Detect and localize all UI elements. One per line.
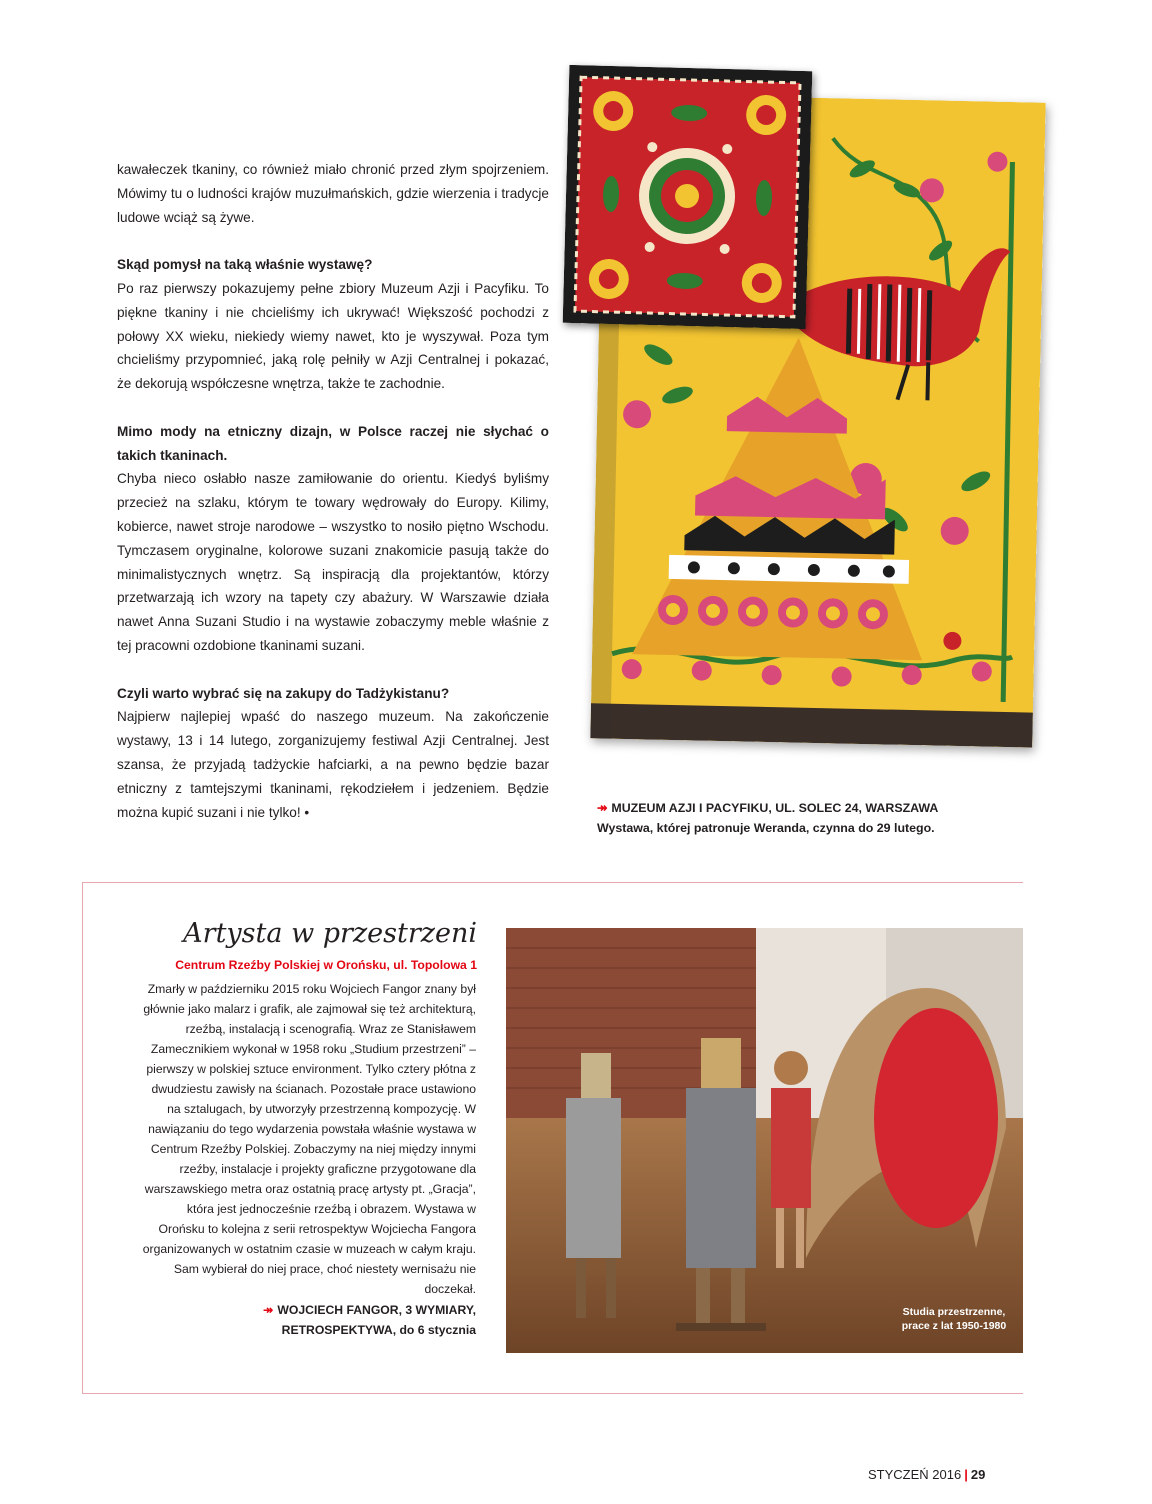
question-1: Skąd pomysł na taką właśnie wystawę? (117, 257, 373, 273)
answer-1: Po raz pierwszy pokazujemy pełne zbiory Muzeum Azji i Pacyfiku. To piękne tkaniny i nie chcieliśmy ich ukrywać! Większość pochodzi z połowy XX wieku, niekiedy wiemy nawet, kto je wyszywał. Poza tym chcieliśmy przypomnieć, jaką rolę pełniły w Azji Centralnej i pokazać, że dekorują współczesne wnętrza, także te zachodnie. (117, 280, 549, 392)
box-body-text: Zmarły w październiku 2015 roku Wojciech Fangor znany był głównie jako malarz i grafik, ale zajmował się też architekturą, rzeźbą, instalacją i scenografią. Wraz ze Stanisławem Zamecznikiem wykonał w 1958 roku „Studium przestrzeni” – pierwszy w polskiej sztuce environment. Tylko cztery płótna z dwudziestu zawisły na ścianach. Pozostałe prace ustawiono na sztalugach, by utworzyły przestrzenną kompozycję. W nawiązaniu do tego wydarzenia powstała właśnie wystawa w Centrum Rzeźby Polskiej. Zobaczymy na niej między innymi rzeźby, instalacje i projekty graficzne przygotowane dla warszawskiego metra oraz ostatnią pracę artysty pt. „Gracja”, która jest jednocześnie rzeźbą i obrazem. Wystawa w Orońsku to kolejna z serii retrospektyw Wojciecha Fangora organizowanych w ostatnim czasie w muzeach w całym kraju. Sam wybierał do niej prace, choć niestety wernisażu nie doczekał. (142, 982, 476, 1296)
arrow-icon: ↠ (597, 801, 608, 815)
museum-caption-line1: MUZEUM AZJI I PACYFIKU, UL. SOLEC 24, WARSZAWA (611, 801, 939, 815)
footer-separator: | (964, 1467, 968, 1482)
answer-3: Najpierw najlepiej wpaść do naszego muzeum. Na zakończenie wystawy, 13 i 14 lutego, zorganizujemy festiwal Azji Centralnej. Jest szansa, że przyjadą tadżyckie hafciarki, a na pewno będzie bazar etniczny z tamtejszymi tkaninami, rękodziełem i jedzeniem. Będzie można kupić suzani i nie tylko! • (117, 709, 549, 820)
box-caption-line2: RETROSPEKTYWA, do 6 stycznia (281, 1323, 476, 1337)
answer-2: Chyba nieco osłabło nasze zamiłowanie do orientu. Kiedyś byliśmy przecież na szlaku, którym te towary wędrowały do Europy. Kilimy, kobierce, nawet stroje narodowe – wszystko to nosiło piętno Wschodu. Tymczasem oryginalne, kolorowe suzani znakomicie pasują także do minimalistycznych wnętrz. Są inspiracją dla projektantów, którzy przetwarzają ich wzory na tapety czy abażury. W Warszawie działa nawet Anna Suzani Studio i na wystawie zobaczymy meble właśnie z tej pracowni ozdobione tkaninami suzani. (117, 471, 549, 653)
page-footer (868, 1467, 985, 1482)
box-subtitle: Centrum Rzeźby Polskiej w Orońsku, ul. Topolowa 1 (175, 958, 477, 972)
issue-label: STYCZEŃ 2016 (868, 1467, 962, 1482)
exhibition-photo-caption-line2: prace z lat 1950-1980 (901, 1320, 1007, 1332)
exhibition-photo (506, 928, 1023, 1353)
box-title: Artysta w przestrzeni (183, 918, 477, 949)
arrow-icon: ↠ (263, 1303, 274, 1317)
box-caption (190, 1300, 476, 1340)
article-column (117, 158, 549, 824)
question-2: Mimo mody na etniczny dizajn, w Polsce raczej nie słychać o takich tkaninach. (117, 423, 549, 463)
box-caption-line1: WOJCIECH FANGOR, 3 WYMIARY, (277, 1303, 476, 1317)
page-number: 29 (970, 1467, 986, 1482)
museum-caption (597, 798, 1037, 838)
question-3: Czyli warto wybrać się na zakupy do Tadżykistanu? (117, 685, 450, 701)
exhibition-photo-caption-line1: Studia przestrzenne, (902, 1306, 1006, 1318)
exhibition-photo-caption (880, 1305, 1028, 1333)
museum-caption-line2: Wystawa, której patronuje Weranda, czynna do 29 lutego. (597, 821, 935, 835)
suzani-small-photo (563, 65, 813, 329)
article-intro: kawałeczek tkaniny, co również miało chronić przed złym spojrzeniem. Mówimy tu o ludności krajów muzułmańskich, gdzie wierzenia i tradycje ludowe wciąż są żywe. (117, 162, 549, 225)
